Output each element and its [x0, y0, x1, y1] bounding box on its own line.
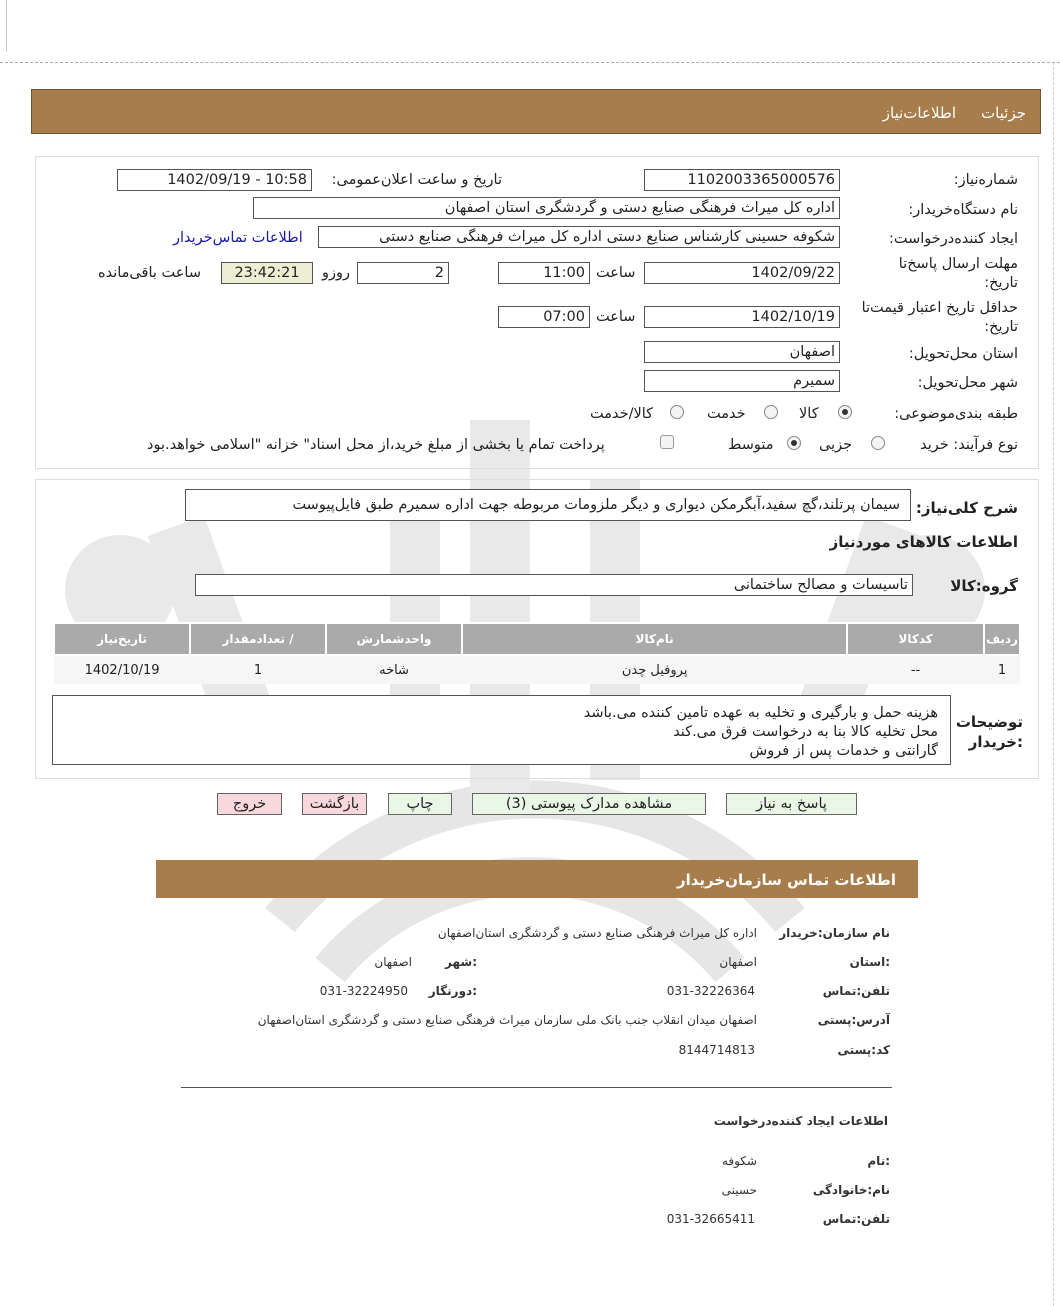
- days-remaining-field: 2: [357, 262, 449, 284]
- contact-address-label: آدرس:پستی: [817, 1013, 890, 1027]
- buyer-org-field: اداره کل میراث فرهنگی صنایع دستی و گردشگری استان اصفهان: [253, 197, 840, 219]
- contact-fax-value: 031-32224950: [319, 984, 408, 998]
- category-goods-label: کالا: [799, 406, 819, 422]
- contact-city-label: :شهر: [445, 955, 477, 969]
- announce-label: تاریخ و ساعت اعلان‌عمومی:: [331, 172, 502, 188]
- cell-name: پروفیل چدن: [462, 655, 847, 684]
- left-border: [6, 0, 7, 52]
- buyer-notes-label-2: :خریدار: [968, 733, 1023, 751]
- print-button[interactable]: چاپ: [388, 793, 452, 815]
- buyer-contact-header: [156, 860, 918, 898]
- category-service-label: خدمت: [707, 406, 746, 422]
- buyer-contact-title: اطلاعات تماس سازمان‌خریدار: [676, 871, 896, 889]
- deadline-label: مهلت ارسال پاسخ‌تا: [898, 256, 1018, 272]
- col-unit: واحدشمارش: [326, 623, 462, 655]
- need-number-label: شماره‌نیاز:: [953, 172, 1018, 188]
- reply-button[interactable]: پاسخ به نیاز: [726, 793, 857, 815]
- exit-button[interactable]: خروج: [217, 793, 282, 815]
- creator-label: ایجاد کننده‌درخواست:: [889, 231, 1018, 247]
- remaining-time-counter: 23:42:21: [221, 262, 313, 284]
- buyer-contact-link[interactable]: اطلاعات تماس‌خریدار: [173, 230, 303, 246]
- org-value: اداره کل میراث فرهنگی صنایع دستی و گردشگری استان‌اصفهان: [437, 926, 757, 940]
- buyer-notes-box: [52, 695, 951, 765]
- validity-label: حداقل تاریخ اعتبار قیمت‌تا: [861, 300, 1018, 316]
- city-label: شهر محل‌تحویل:: [917, 375, 1018, 391]
- validity-label-date: تاریخ:: [984, 319, 1018, 335]
- process-medium-label: متوسط: [728, 437, 774, 453]
- process-minor-label: جزیی: [819, 437, 853, 453]
- creator-phone-label: تلفن:تماس: [822, 1212, 890, 1226]
- creator-phone-value: 031-32665411: [666, 1212, 755, 1226]
- col-row: ردیف: [984, 623, 1020, 655]
- creator-field: شکوفه حسینی کارشناس صنایع دستی اداره کل میراث فرهنگی صنایع دستی: [318, 226, 840, 248]
- process-type-label: نوع فرآیند: خرید: [920, 437, 1018, 453]
- need-number-field: 1102003365000576: [644, 169, 840, 191]
- cell-code: --: [847, 655, 984, 684]
- announce-datetime-field: 1402/09/19 - 10:58: [117, 169, 312, 191]
- treasury-payment-checkbox[interactable]: [660, 435, 674, 449]
- group-label: گروه:کالا: [950, 577, 1018, 595]
- table-row: [54, 655, 1020, 684]
- contact-phone-value: 031-32226364: [666, 984, 755, 998]
- remaining-time-label: ساعت باقی‌مانده: [98, 265, 201, 281]
- province-label: استان محل‌تحویل:: [908, 346, 1018, 362]
- category-radio-goods[interactable]: [838, 405, 852, 419]
- note-line: گارانتی و خدمات پس از فروش: [749, 743, 938, 759]
- category-label: طبقه بندی‌موضوعی:: [894, 406, 1018, 422]
- back-button[interactable]: بازگشت: [302, 793, 367, 815]
- creator-name-value: شکوفه: [721, 1154, 757, 1168]
- province-field: اصفهان: [644, 341, 840, 363]
- summary-field: سیمان پرتلند،گچ سفید،آبگرمکن دیواری و دیگر ملزومات مربوطه جهت اداره سمیرم طبق فایل‌پیوست: [185, 489, 911, 521]
- col-qty: / تعدادمقدار: [190, 623, 326, 655]
- creator-name-label: :نام: [867, 1154, 890, 1168]
- validity-date-field: 1402/10/19: [644, 306, 840, 328]
- tab-need-info[interactable]: اطلاعات‌نیاز: [882, 104, 956, 122]
- col-code: کدکالا: [847, 623, 984, 655]
- org-label: نام سازمان:خریدار: [779, 926, 890, 940]
- right-border: [1053, 62, 1055, 1306]
- contact-province-label: :استان: [849, 955, 890, 969]
- contact-fax-label: :دورنگار: [428, 984, 477, 998]
- buyer-org-label: نام دستگاه‌خریدار:: [908, 202, 1018, 218]
- category-radio-goods-service[interactable]: [670, 405, 684, 419]
- days-label: روزو: [322, 265, 351, 281]
- cell-unit: شاخه: [326, 655, 462, 684]
- contact-city-value: اصفهان: [374, 955, 412, 969]
- process-radio-medium[interactable]: [787, 436, 801, 450]
- items-section-title: اطلاعات کالاهای موردنیاز: [829, 533, 1018, 551]
- category-radio-service[interactable]: [764, 405, 778, 419]
- contact-address-value: اصفهان میدان انقلاب جنب بانک ملی سازمان میراث فرهنگی صنایع دستی و گردشگری استان‌اصفهان: [257, 1013, 757, 1027]
- contact-postal-value: 8144714813: [678, 1043, 755, 1057]
- deadline-time-field: 11:00: [498, 262, 590, 284]
- top-divider: [0, 0, 1060, 63]
- note-line: محل تخلیه کالا بنا به درخواست فرق می.کند: [673, 724, 938, 740]
- process-radio-minor[interactable]: [871, 436, 885, 450]
- cell-row: 1: [984, 655, 1020, 684]
- items-table-header: [54, 623, 1020, 655]
- col-date: تاریخ‌نیاز: [54, 623, 190, 655]
- deadline-label-date: تاریخ:: [984, 275, 1018, 291]
- creator-family-value: حسینی: [721, 1183, 757, 1197]
- cell-date: 1402/10/19: [54, 655, 190, 684]
- summary-label: شرح کلی‌نیاز:: [915, 499, 1018, 517]
- validity-time-label: ساعت: [596, 309, 636, 325]
- details-header: [31, 89, 1041, 134]
- note-line: هزینه حمل و بارگیری و تخلیه به عهده تامین کننده می.باشد: [583, 705, 938, 721]
- category-goods-service-label: کالا/خدمت: [590, 406, 654, 422]
- city-field: سمیرم: [644, 370, 840, 392]
- creator-family-label: نام:خانوادگی: [812, 1183, 890, 1197]
- cell-qty: 1: [190, 655, 326, 684]
- creator-info-title: اطلاعات ایجاد کننده‌درخواست: [713, 1114, 888, 1128]
- deadline-date-field: 1402/09/22: [644, 262, 840, 284]
- col-name: نام‌کالا: [462, 623, 847, 655]
- treasury-payment-note: پرداخت تمام یا بخشی از مبلغ خرید،از محل اسناد" خزانه "اسلامی خواهد.بود: [147, 437, 605, 453]
- contact-divider: [181, 1087, 892, 1088]
- group-field: تاسیسات و مصالح ساختمانی: [195, 574, 913, 596]
- view-attachments-button[interactable]: مشاهده مدارک پیوستی (3): [472, 793, 706, 815]
- tab-details[interactable]: جزئیات: [981, 104, 1026, 122]
- validity-time-field: 07:00: [498, 306, 590, 328]
- items-table: [53, 622, 1021, 684]
- contact-province-value: اصفهان: [719, 955, 757, 969]
- deadline-time-label: ساعت: [596, 265, 636, 281]
- contact-postal-label: کد:پستی: [837, 1043, 890, 1057]
- contact-phone-label: تلفن:تماس: [822, 984, 890, 998]
- buyer-notes-label: توضیحات: [955, 713, 1023, 731]
